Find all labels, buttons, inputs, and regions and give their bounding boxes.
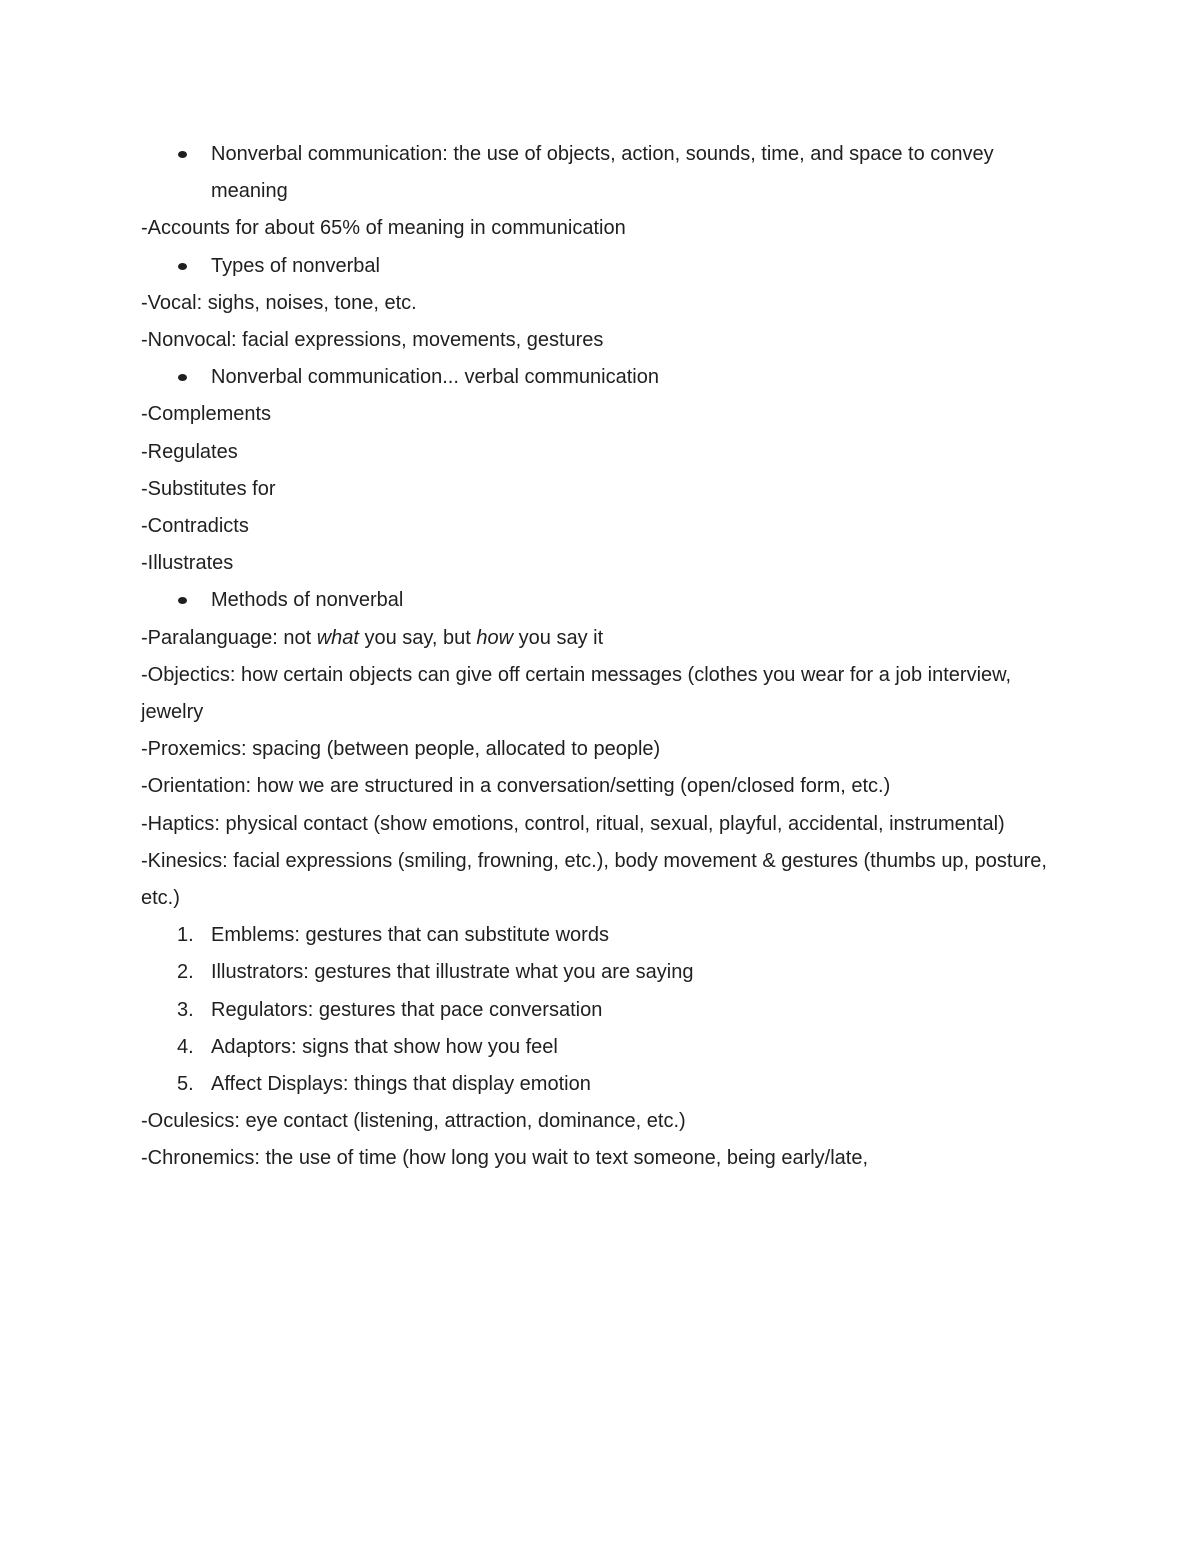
bullet-icon (178, 374, 187, 381)
text-line: -Kinesics: facial expressions (smiling, frowning, etc.), body movement & gestures (thumbs up, posture, etc.) (141, 849, 1047, 910)
bullet-item-types (141, 248, 1061, 285)
bullet-text: Nonverbal communication: the use of objects, action, sounds, time, and space to convey meaning (211, 143, 994, 203)
list-number: 3. (177, 998, 194, 1021)
bullet-icon (178, 263, 187, 270)
numbered-item (141, 954, 1061, 991)
numbered-text: Adaptors: signs that show how you feel (211, 1035, 558, 1058)
bullet-icon (178, 597, 187, 604)
text-line: -Accounts for about 65% of meaning in communication (141, 217, 626, 240)
numbered-item (141, 1066, 1061, 1103)
bullet-text: Types of nonverbal (211, 254, 380, 277)
italic-run: what (316, 626, 359, 649)
text-line: -Vocal: sighs, noises, tone, etc. (141, 291, 417, 314)
text-line: -Haptics: physical contact (show emotions, control, ritual, sexual, playful, accidental, instrumental) (141, 812, 1005, 835)
bullet-item-methods (141, 582, 1061, 619)
bullet-text: Methods of nonverbal (211, 589, 404, 612)
bullet-text: Nonverbal communication... verbal communication (211, 366, 659, 389)
numbered-item (141, 1029, 1061, 1066)
bullet-icon (178, 151, 187, 158)
numbered-item (141, 992, 1061, 1029)
text-run: you say it (513, 626, 604, 649)
text-line: -Nonvocal: facial expressions, movements, gestures (141, 329, 604, 352)
numbered-text: Emblems: gestures that can substitute words (211, 924, 609, 947)
document-body (141, 136, 1061, 1178)
bullet-item-nonverbal-definition (141, 136, 1061, 210)
text-line: -Regulates (141, 440, 238, 463)
text-run: -Paralanguage: not (141, 626, 317, 649)
text-line: -Illustrates (141, 552, 234, 575)
text-line-paralanguage (141, 620, 1061, 657)
bullet-item-relation (141, 359, 1061, 396)
text-line: -Oculesics: eye contact (listening, attraction, dominance, etc.) (141, 1110, 686, 1133)
list-number: 5. (177, 1073, 194, 1096)
list-number: 4. (177, 1035, 194, 1058)
numbered-text: Illustrators: gestures that illustrate what you are saying (211, 961, 694, 984)
numbered-item (141, 917, 1061, 954)
list-number: 2. (177, 961, 194, 984)
text-line: -Objectics: how certain objects can give off certain messages (clothes you wear for a job interview, jewelry (141, 663, 1012, 724)
list-number: 1. (177, 924, 194, 947)
text-line: -Substitutes for (141, 477, 276, 500)
text-line: -Chronemics: the use of time (how long you wait to text someone, being early/late, (141, 1147, 869, 1170)
numbered-text: Regulators: gestures that pace conversation (211, 998, 603, 1021)
text-line: -Complements (141, 403, 272, 426)
italic-run: how (476, 626, 514, 649)
text-line: -Contradicts (141, 515, 249, 538)
numbered-text: Affect Displays: things that display emotion (211, 1073, 591, 1096)
text-line: -Orientation: how we are structured in a conversation/setting (open/closed form, etc.) (141, 775, 891, 798)
text-line: -Proxemics: spacing (between people, allocated to people) (141, 738, 661, 761)
text-run: you say, but (358, 626, 477, 649)
